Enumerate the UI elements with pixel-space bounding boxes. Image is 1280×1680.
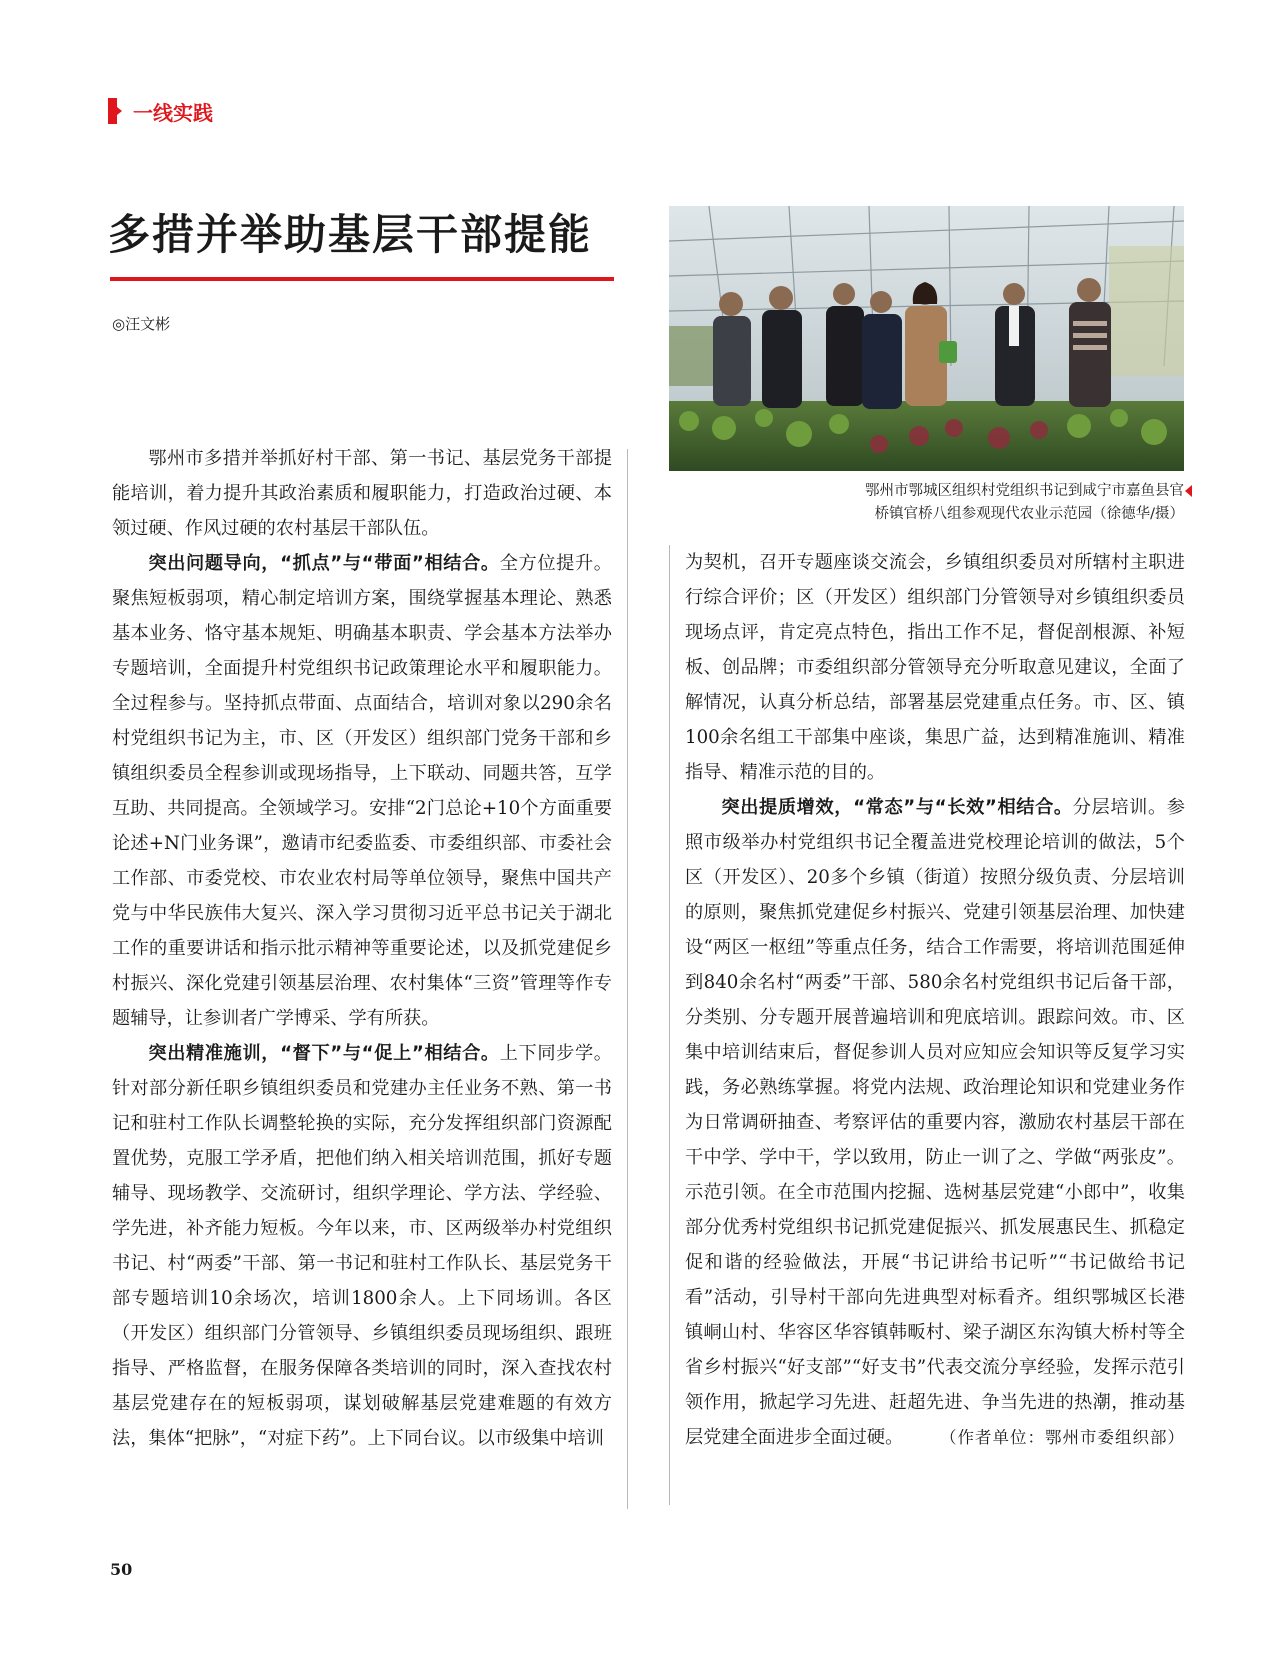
page-number: 50 — [110, 1560, 133, 1579]
title-underline — [110, 277, 614, 281]
photo-caption — [669, 480, 1184, 526]
paragraph-section-2 — [112, 1036, 612, 1456]
column-rule-right — [669, 545, 670, 1505]
author-unit: （作者单位：鄂州市委组织部） — [940, 1428, 1185, 1447]
section-label: 一线实践 — [133, 100, 213, 125]
paragraph-section-3 — [685, 790, 1185, 1455]
caption-line-1: 鄂州市鄂城区组织村党组织书记到咸宁市嘉鱼县官 — [865, 483, 1184, 499]
paragraph-section-2-continued: 为契机，召开专题座谈交流会，乡镇组织委员对所辖村主职进行综合评价；区（开发区）组织部门分管领导对乡镇组织委员现场点评，肯定亮点特色，指出工作不足，督促剖根源、补短板、创品牌；市委组织部分管领导充分听取意见建议，全面了解情况，认真分析总结，部署基层党建重点任务。市、区、镇100余名组工干部集中座谈，集思广益，达到精准施训、精准指导、精准示范的目的。 — [685, 552, 1185, 783]
body-column-right — [685, 545, 1185, 1510]
section-heading-1: 突出问题导向，“抓点”与“带面”相结合。 — [148, 553, 500, 574]
section-tag — [108, 96, 213, 126]
article-byline: ◎汪文彬 — [112, 315, 171, 333]
paragraph-section-1 — [112, 546, 612, 1036]
paragraph-intro: 鄂州市多措并举抓好村干部、第一书记、基层党务干部提能培训，着力提升其政治素质和履职能力，打造政治过硬、本领过硬、作风过硬的农村基层干部队伍。 — [112, 448, 612, 539]
article-photo — [669, 206, 1184, 471]
section-heading-2: 突出精准施训，“督下”与“促上”相结合。 — [148, 1043, 500, 1064]
section-2-text: 上下同步学。针对部分新任职乡镇组织委员和党建办主任业务不熟、第一书记和驻村工作队长调整轮换的实际，充分发挥组织部门资源配置优势，克服工学矛盾，把他们纳入相关培训范围，抓好专题辅导、现场教学、交流研讨，组织学理论、学方法、学经验、学先进，补齐能力短板。今年以来，市、区两级举办村党组织书记、村“两委”干部、第一书记和驻村工作队长、基层党务干部专题培训10余场次，培训1800余人。上下同场训。各区（开发区）组织部门分管领导、乡镇组织委员现场组织、跟班指导、严格监督，在服务保障各类培训的同时，深入查找农村基层党建存在的短板弱项，谋划破解基层党建难题的有效方法，集体“把脉”，“对症下药”。上下同台议。以市级集中培训 — [112, 1043, 612, 1449]
caption-marker-icon — [1185, 485, 1192, 497]
caption-line-2: 桥镇官桥八组参观现代农业示范园（徐德华/摄） — [874, 506, 1184, 522]
section-marker-icon — [108, 98, 117, 124]
column-rule-left — [627, 449, 628, 1509]
section-1-text: 全方位提升。聚焦短板弱项，精心制定培训方案，围绕掌握基本理论、熟悉基本业务、恪守基本规矩、明确基本职责、学会基本方法举办专题培训，全面提升村党组织书记政策理论水平和履职能力。全过程参与。坚持抓点带面、点面结合，培训对象以290余名村党组织书记为主，市、区（开发区）组织部门党务干部和乡镇组织委员全程参训或现场指导，上下联动、同题共答，互学互助、共同提高。全领域学习。安排“2门总论+10个方面重要论述+N门业务课”，邀请市纪委监委、市委组织部、市委社会工作部、市委党校、市农业农村局等单位领导，聚焦中国共产党与中华民族伟大复兴、深入学习贯彻习近平总书记关于湖北工作的重要讲话和指示批示精神等重要论述，以及抓党建促乡村振兴、深化党建引领基层治理、农村集体“三资”管理等作专题辅导，让参训者广学博采、学有所获。 — [112, 553, 612, 1029]
section-heading-3: 突出提质增效，“常态”与“长效”相结合。 — [721, 797, 1073, 818]
article-title: 多措并举助基层干部提能 — [108, 210, 593, 259]
section-3-text: 分层培训。参照市级举办村党组织书记全覆盖进党校理论培训的做法，5个区（开发区）、20多个乡镇（街道）按照分级负责、分层培训的原则，聚焦抓党建促乡村振兴、党建引领基层治理、加快建设“两区一枢纽”等重点任务，结合工作需要，将培训范围延伸到840余名村“两委”干部、580余名村党组织书记后备干部，分类别、分专题开展普遍培训和兜底培训。跟踪问效。市、区集中培训结束后，督促参训人员对应知应会知识等反复学习实践，务必熟练掌握。将党内法规、政治理论知识和党建业务作为日常调研抽查、考察评估的重要内容，激励农村基层干部在干中学、学中干，学以致用，防止一训了之、学做“两张皮”。示范引领。在全市范围内挖掘、选树基层党建“小郎中”，收集部分优秀村党组织书记抓党建促振兴、抓发展惠民生、抓稳定促和谐的经验做法，开展“书记讲给书记听”“书记做给书记看”活动，引导村干部向先进典型对标看齐。组织鄂城区长港镇峒山村、华容区华容镇韩畈村、梁子湖区东沟镇大桥村等全省乡村振兴“好支部”“好支书”代表交流分享经验，发挥示范引领作用，掀起学习先进、赶超先进、争当先进的热潮，推动基层党建全面进步全面过硬。 — [685, 797, 1185, 1448]
body-column-left — [112, 441, 612, 1510]
